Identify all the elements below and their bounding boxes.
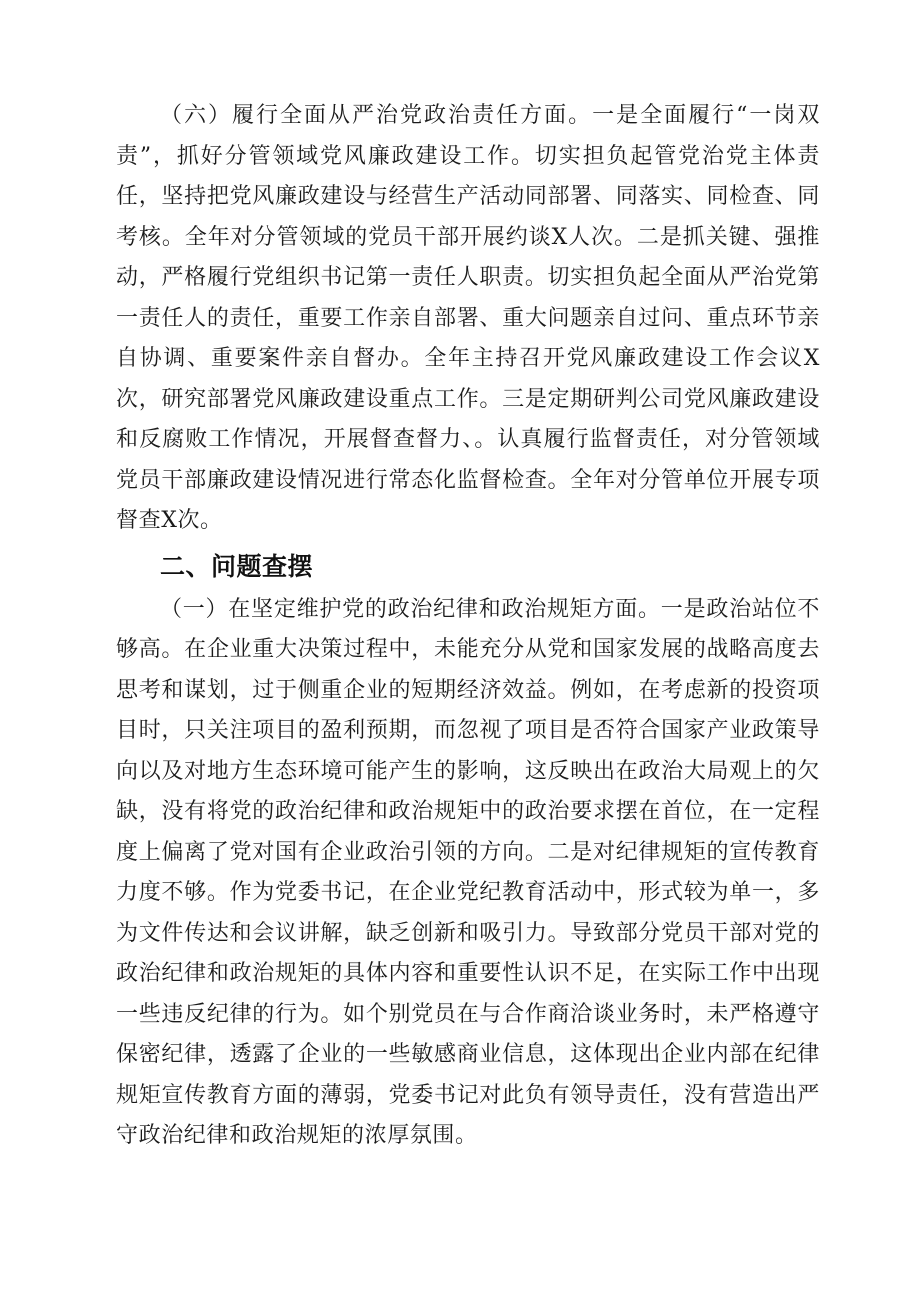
document-body	[116, 96, 820, 1157]
paragraph-duty-fulfillment: （六）履行全面从严治党政治责任方面。一是全面履行“一岗双责”，抓好分管领域党风廉政建设工作。切实担负起管党治党主体责任，坚持把党风廉政建设与经营生产活动同部署、同落实、同检查、同考核。全年对分管领域的党员干部开展约谈X人次。二是抓关键、强推动，严格履行党组织书记第一责任人职责。切实担负起全面从严治党第一责任人的责任，重要工作亲自部署、重大问题亲自过问、重点环节亲自协调、重要案件亲自督办。全年主持召开党风廉政建设工作会议X次，研究部署党风廉政建设重点工作。三是定期研判公司党风廉政建设和反腐败工作情况，开展督查督力、。认真履行监督责任，对分管领域党员干部廉政建设情况进行常态化监督检查。全年对分管单位开展专项督查X次。	[116, 103, 820, 533]
section-heading-problems: 二、问题查摆	[160, 551, 314, 581]
paragraph-political-discipline: （一）在坚定维护党的政治纪律和政治规矩方面。一是政治站位不够高。在企业重大决策过程中，未能充分从党和国家发展的战略高度去思考和谋划，过于侧重企业的短期经济效益。例如，在考虑新的投资项目时，只关注项目的盈利预期，而忽视了项目是否符合国家产业政策导向以及对地方生态环境可能产生的影响，这反映出在政治大局观上的欠缺，没有将党的政治纪律和政治规矩中的政治要求摆在首位，在一定程度上偏离了党对国有企业政治引领的方向。二是对纪律规矩的宣传教育力度不够。作为党委书记，在企业党纪教育活动中，形式较为单一，多为文件传达和会议讲解，缺乏创新和吸引力。导致部分党员干部对党的政治纪律和政治规矩的具体内容和重要性认识不足，在实际工作中出现一些违反纪律的行为。如个别党员在与合作商洽谈业务时，未严格遵守保密纪律，透露了企业的一些敏感商业信息，这体现出企业内部在纪律规矩宣传教育方面的薄弱，党委书记对此负有领导责任，没有营造出严守政治纪律和政治规矩的浓厚氛围。	[116, 596, 820, 1148]
